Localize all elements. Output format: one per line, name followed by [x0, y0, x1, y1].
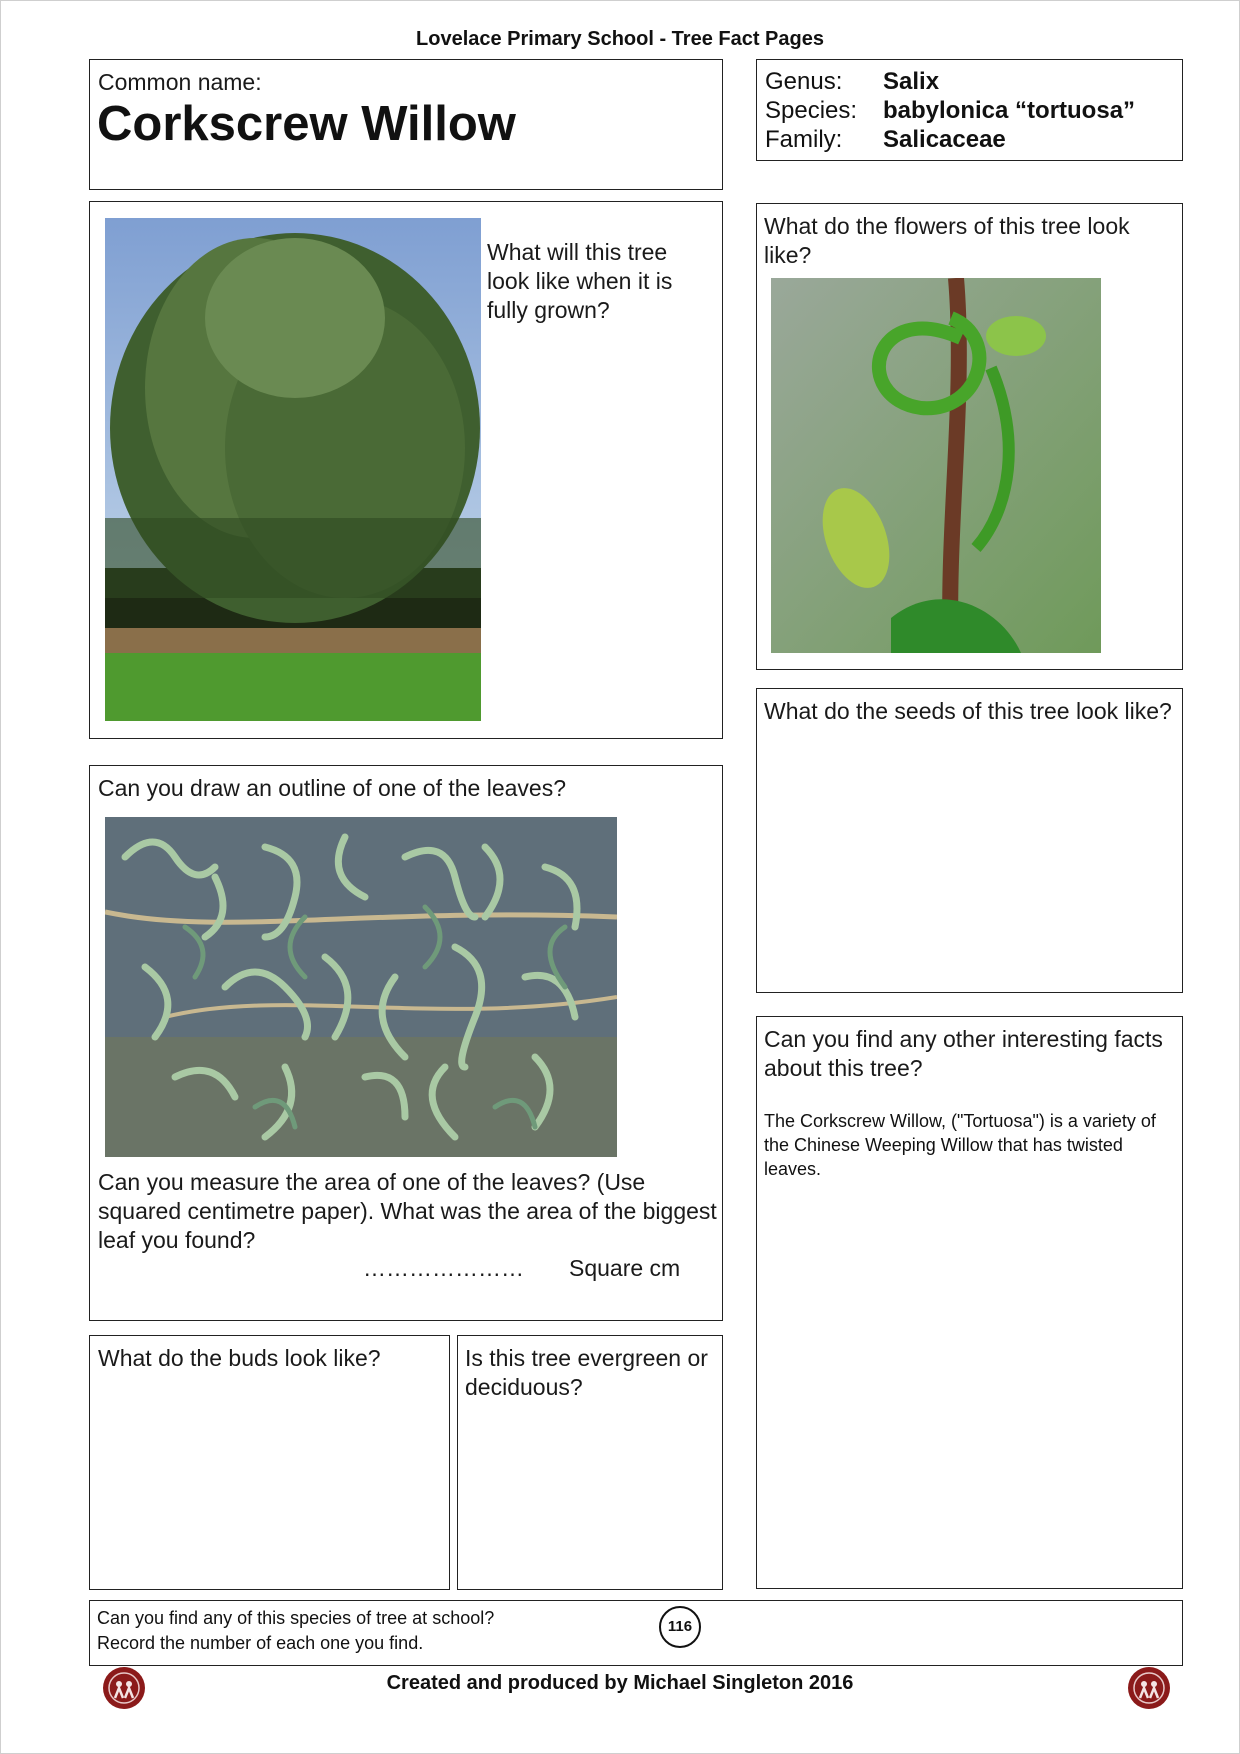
- flowers-question: What do the flowers of this tree look like?: [764, 213, 1130, 268]
- leaf-outline-question: Can you draw an outline of one of the leaves?: [98, 775, 566, 801]
- genus-label: Genus:: [765, 68, 843, 95]
- leaf-area-question: Can you measure the area of one of the leaves? (Use squared centimetre paper). What was the area of the biggest leaf you found?: [98, 1169, 717, 1253]
- tree-photo: [105, 218, 481, 721]
- answer-dots: …………………: [363, 1255, 524, 1281]
- seeds-question: What do the seeds of this tree look like?: [764, 698, 1172, 724]
- school-question: Can you find any of this species of tree at school?: [97, 1608, 495, 1628]
- school-box: [89, 1600, 1183, 1666]
- leaves-photo: [105, 817, 617, 1157]
- seeds-box: [756, 688, 1183, 993]
- fully-grown-question: What will this tree look like when it is fully grown?: [487, 239, 673, 323]
- species-row: [765, 97, 1135, 125]
- area-unit: Square cm: [569, 1255, 681, 1281]
- species-label: Species:: [765, 97, 858, 124]
- tree-name: Corkscrew Willow: [97, 97, 516, 151]
- buds-box: [89, 1335, 450, 1590]
- credit-footer: Created and produced by Michael Singleton 2016: [386, 1672, 854, 1694]
- page-header: Lovelace Primary School - Tree Fact Pages: [416, 28, 824, 50]
- taxonomy-box: [756, 59, 1183, 161]
- leaves-box: [89, 765, 723, 1321]
- flowers-box: [756, 203, 1183, 670]
- evergreen-question: Is this tree evergreen or deciduous?: [465, 1345, 708, 1400]
- species-value: babylonica “tortuosa”: [883, 97, 1136, 124]
- family-row: [765, 126, 1006, 154]
- flower-photo: [771, 278, 1101, 653]
- facts-answer: The Corkscrew Willow, ("Tortuosa") is a variety of the Chinese Weeping Willow that has twisted leaves.: [764, 1111, 1156, 1179]
- page-number: 116: [659, 1606, 701, 1648]
- school-logo-right-icon: [1127, 1666, 1171, 1710]
- genus-value: Salix: [883, 68, 940, 95]
- fully-grown-box: [89, 201, 723, 739]
- evergreen-box: [457, 1335, 723, 1590]
- common-name-box: [89, 59, 723, 190]
- facts-box: [756, 1016, 1183, 1589]
- family-label: Family:: [765, 126, 843, 153]
- school-instruction: Record the number of each one you find.: [97, 1633, 424, 1653]
- school-logo-left-icon: [102, 1666, 146, 1710]
- common-name-label: Common name:: [98, 69, 262, 95]
- genus-row: [765, 68, 939, 96]
- buds-question: What do the buds look like?: [98, 1345, 381, 1371]
- facts-question: Can you find any other interesting facts about this tree?: [764, 1026, 1163, 1081]
- family-value: Salicaceae: [883, 126, 1006, 153]
